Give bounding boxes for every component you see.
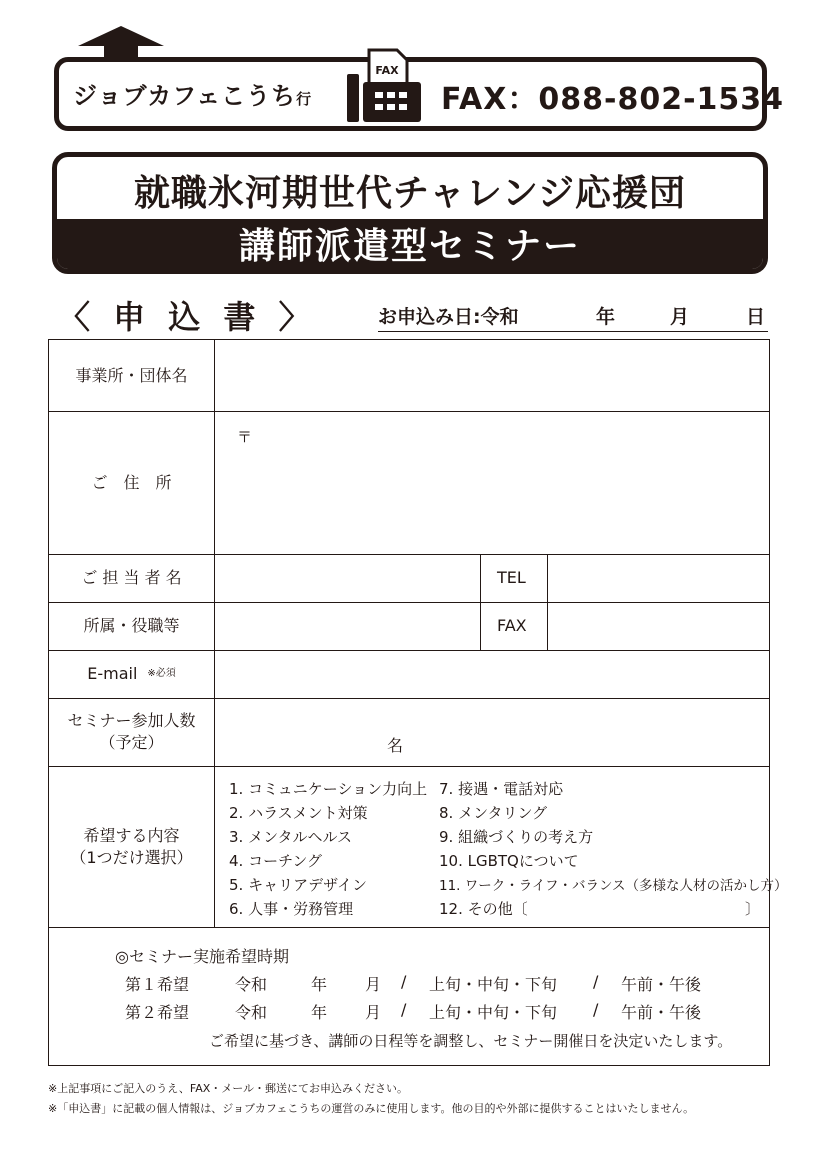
option-item[interactable]: 7. 接遇・電話対応: [439, 780, 564, 798]
option-item[interactable]: 1. コミュニケーション力向上: [229, 780, 428, 798]
period-title: ◎セミナー実施希望時期: [115, 947, 289, 966]
period-slash: /: [401, 972, 407, 991]
title-box: [52, 152, 768, 274]
option-item[interactable]: 6. 人事・労務管理: [229, 900, 354, 918]
footnote-submission: ※上記事項にご記入のうえ、FAX・メール・郵送にてお申込みください。: [48, 1082, 409, 1095]
title-sub: 講師派遣型セミナー: [57, 219, 763, 274]
date-label: お申込み日:令和: [378, 306, 519, 328]
application-form-table: [48, 339, 788, 1066]
fax-icon-label: FAX: [375, 64, 399, 77]
option-item[interactable]: 8. メンタリング: [439, 804, 548, 822]
content-label-line1: 希望する内容: [83, 825, 180, 845]
participants-label-line1: セミナー参加人数: [67, 711, 196, 731]
option-item[interactable]: 10. LGBTQについて: [439, 852, 579, 870]
option-item[interactable]: 2. ハラスメント対策: [229, 804, 368, 822]
option-item[interactable]: 5. キャリアデザイン: [229, 876, 368, 894]
form-heading: 〈 申 込 書 〉: [58, 298, 317, 336]
fax-machine-icon: [347, 48, 425, 126]
contact-person-field[interactable]: [219, 558, 475, 598]
email-label: [49, 650, 214, 698]
position-label: 所属・役職等: [83, 616, 180, 636]
postal-mark: 〒: [237, 428, 253, 446]
destination-name: ジョブカフェこうち: [73, 82, 297, 110]
period-slash: /: [593, 972, 599, 991]
date-month-label: 月: [670, 306, 690, 328]
email-required-note: ※必須: [147, 668, 176, 680]
fax-label: FAX: [497, 616, 527, 635]
period-year: 年: [311, 1003, 328, 1022]
period-decade-choice[interactable]: 上旬・中旬・下旬: [429, 1003, 558, 1022]
email-field[interactable]: [219, 654, 764, 694]
period-month: 月: [365, 1003, 382, 1022]
contact-person-label: ご 担 当 者 名: [81, 568, 182, 588]
option-other-bracket-close: 〕: [745, 900, 761, 918]
option-item-other[interactable]: 12. その他〔: [439, 900, 528, 918]
option-item[interactable]: 4. コーチング: [229, 852, 323, 870]
option-item[interactable]: 3. メンタルヘルス: [229, 828, 353, 846]
period-decade-choice[interactable]: 上旬・中旬・下旬: [429, 975, 558, 994]
footnote-privacy: ※「申込書」に記載の個人情報は、ジョブカフェこうちの運営のみに使用します。他の目的や外部に提供することはいたしません。: [48, 1102, 695, 1115]
participants-label-line2: （予定）: [99, 733, 164, 752]
option-item[interactable]: 11. ワーク・ライフ・バランス（多様な人材の活かし方）: [439, 878, 788, 894]
period-year: 年: [311, 975, 328, 994]
period-era: 令和: [235, 1003, 268, 1022]
fax-destination-box: [54, 57, 785, 131]
title-main: 就職氷河期世代チャレンジ応援団: [133, 173, 687, 214]
fax-destination: [73, 76, 312, 111]
period-row-label: 第１希望: [125, 975, 190, 994]
address-label: ご 住 所: [91, 472, 172, 492]
period-row-label: 第２希望: [125, 1003, 190, 1022]
application-date: [378, 302, 768, 332]
date-day-label: 日: [746, 306, 766, 328]
content-label: [49, 766, 214, 927]
option-item[interactable]: 9. 組織づくりの考え方: [439, 828, 594, 846]
position-field[interactable]: [219, 606, 475, 646]
up-arrow-icon: [78, 26, 164, 60]
period-slash: /: [401, 1000, 407, 1019]
period-ampm-choice[interactable]: 午前・午後: [621, 1003, 702, 1022]
email-label-text: E-mail: [87, 664, 138, 684]
office-name-field[interactable]: [219, 344, 764, 407]
date-year-label: 年: [596, 306, 616, 328]
period-ampm-choice[interactable]: 午前・午後: [621, 975, 702, 994]
office-name-label: 事業所・団体名: [75, 365, 188, 385]
period-note: ご希望に基づき、講師の日程等を調整し、セミナー開催日を決定いたします。: [209, 1032, 733, 1050]
participants-count-field[interactable]: [249, 726, 379, 756]
destination-suffix: 行: [296, 90, 313, 108]
tel-field[interactable]: [552, 558, 764, 598]
fax-field[interactable]: [552, 606, 764, 646]
participants-unit: 名: [387, 736, 404, 755]
content-label-line2: （1つだけ選択）: [70, 847, 193, 867]
participants-label: [49, 698, 214, 766]
period-era: 令和: [235, 975, 268, 994]
period-month: 月: [365, 975, 382, 994]
fax-number: FAX：088-802-1534: [441, 82, 785, 117]
tel-label: TEL: [497, 568, 526, 587]
address-field[interactable]: [219, 450, 764, 550]
period-slash: /: [593, 1000, 599, 1019]
